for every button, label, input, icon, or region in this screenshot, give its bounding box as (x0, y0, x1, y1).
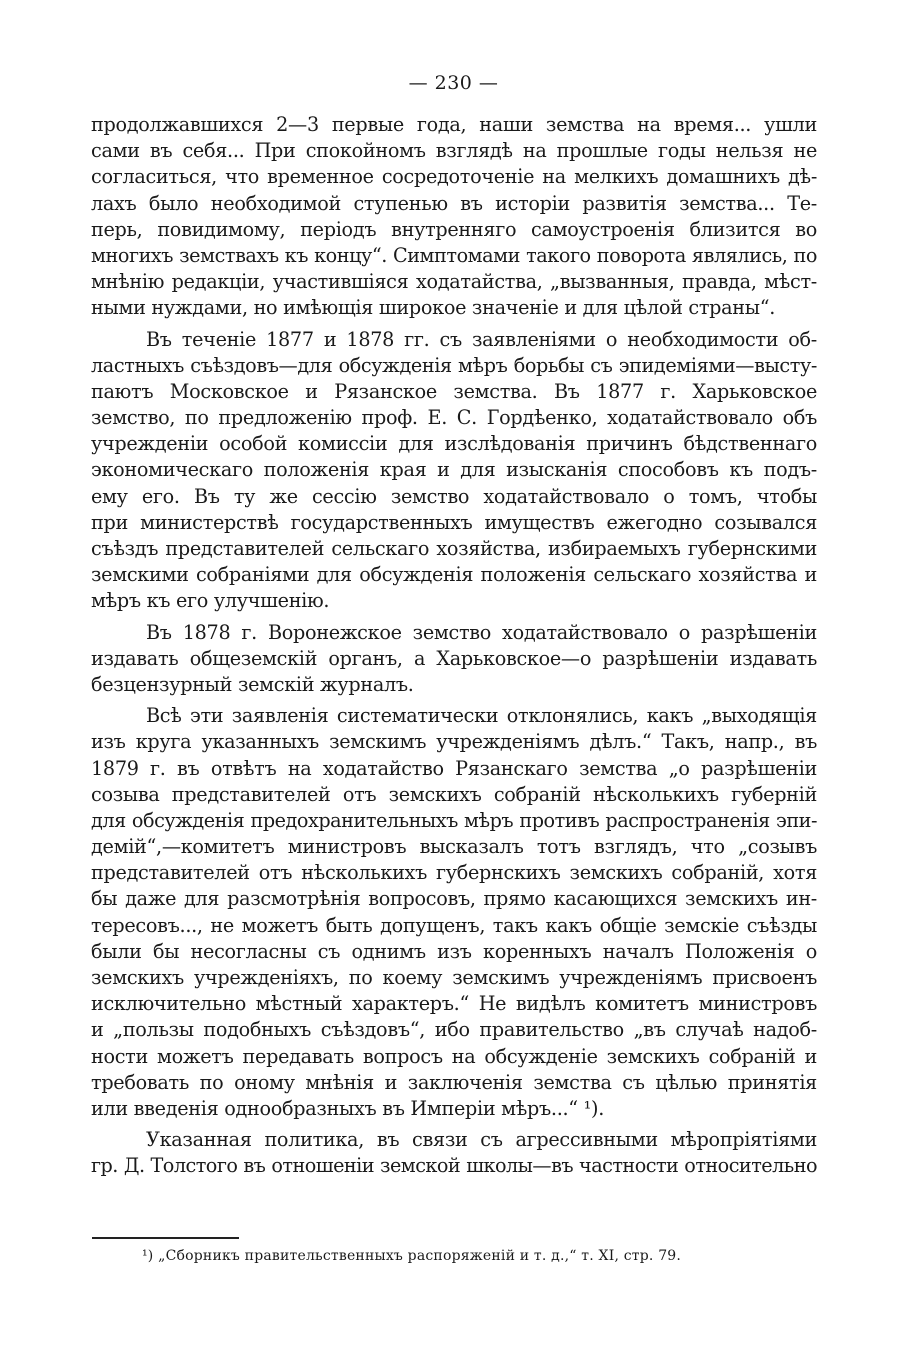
text-line: требовать по оному мнѣнія и заключенія земства съ цѣлью принятія (91, 1070, 817, 1094)
text-line: при министерствѣ государственныхъ имуществъ ежегодно созывался (91, 510, 817, 534)
text-line: изъ круга указанныхъ земскимъ учрежденіямъ дѣлъ.“ Такъ, напр., въ (91, 730, 817, 754)
main-text (91, 112, 817, 1180)
paragraph (91, 703, 817, 1122)
text-line: лахъ было необходимой ступенью въ исторіи развитія земства... Те- (91, 191, 817, 215)
paragraph (91, 327, 817, 615)
text-line: гр. Д. Толстого въ отношеніи земской школы—въ частности относительно (91, 1154, 817, 1178)
footnote: ¹) „Сборникъ правительственныхъ распоряженій и т. д.,“ т. XI, стр. 79. (142, 1248, 682, 1264)
text-line: 1879 г. въ отвѣтъ на ходатайство Рязанскаго земства „о разрѣшеніи (91, 756, 817, 780)
text-line: сами въ себя... При спокойномъ взглядѣ на прошлые годы нельзя не (91, 139, 817, 163)
text-line: Указанная политика, въ связи съ агрессивными мѣропріятіями (146, 1128, 817, 1152)
text-line: представителей отъ нѣсколькихъ губернскихъ земскихъ собраній, хотя (91, 861, 817, 885)
text-line: исключительно мѣстный характеръ.“ Не видѣлъ комитетъ министровъ (91, 992, 817, 1016)
text-line: экономическаго положенія края и для изысканія способовъ къ подъ- (91, 458, 817, 482)
text-line: или введенія однообразныхъ въ Имперіи мѣръ...“ ¹). (91, 1096, 604, 1120)
page-number: — 230 — (408, 72, 499, 94)
footnote-divider (92, 1237, 239, 1239)
text-line: согласиться, что временное сосредоточеніе на мелкихъ домашнихъ дѣ- (91, 165, 817, 189)
text-line: съѣздъ представителей сельскаго хозяйства, избираемыхъ губернскими (91, 537, 817, 560)
text-line: для обсужденія предохранительныхъ мѣръ противъ распространенія эпи- (91, 808, 817, 832)
text-line: Всѣ эти заявленія систематически отклонялись, какъ „выходящія (146, 704, 817, 728)
text-line: ему его. Въ ту же сессію земство ходатайствовало о томъ, чтобы (91, 484, 817, 508)
text-line: ными нуждами, но имѣющія широкое значеніе и для цѣлой страны“. (91, 296, 776, 320)
text-line: были бы несогласны съ однимъ изъ коренныхъ началъ Положенія о (91, 939, 817, 963)
text-line: Въ 1878 г. Воронежское земство ходатайствовало о разрѣшеніи (146, 620, 817, 644)
text-line: многихъ земствахъ къ концу“. Симптомами такого поворота являлись, по (91, 243, 817, 267)
text-line: ластныхъ съѣздовъ—для обсужденія мѣръ борьбы съ эпидеміями—высту- (91, 353, 817, 377)
text-line: издавать общеземскій органъ, а Харьковское—о разрѣшеніи издавать (91, 646, 817, 670)
text-line: Въ теченіе 1877 и 1878 гг. съ заявленіями о необходимости об- (146, 327, 817, 351)
text-line: ности можетъ передавать вопросъ на обсужденіе земскихъ собраній и (91, 1044, 817, 1068)
text-line: земскихъ учрежденіяхъ, по коему земскимъ учрежденіямъ присвоенъ (91, 966, 817, 989)
text-line: земскими собраніями для обсужденія положенія сельскаго хозяйства и (91, 563, 817, 587)
text-line: безцензурный земскій журналъ. (91, 672, 414, 696)
text-line: продолжавшихся 2—3 первые года, наши земства на время... ушли (91, 113, 817, 136)
text-line: созыва представителей отъ земскихъ собраній нѣсколькихъ губерній (91, 782, 817, 806)
paragraph (91, 112, 817, 322)
paragraph (91, 620, 817, 699)
text-line: земство, по предложенію проф. Е. С. Гордѣенко, ходатайствовало объ (91, 406, 817, 430)
text-line: мнѣнію редакціи, участившіяся ходатайства, „вызванныя, правда, мѣст- (91, 270, 817, 294)
text-line: перь, повидимому, періодъ внутренняго самоустроенія близится во (91, 217, 817, 241)
text-line: паютъ Московское и Рязанское земства. Въ 1877 г. Харьковское (91, 379, 817, 403)
text-line: и „пользы подобныхъ съѣздовъ“, ибо правительство „въ случаѣ надоб- (91, 1018, 817, 1042)
text-line: бы даже для разсмотрѣнія вопросовъ, прямо касающихся земскихъ ин- (91, 887, 817, 911)
text-line: учрежденіи особой комиссіи для изслѣдованія причинъ бѣдственнаго (91, 432, 817, 456)
paragraph (91, 1127, 817, 1179)
text-line: демій“,—комитетъ министровъ высказалъ тотъ взглядъ, что „созывъ (91, 835, 817, 859)
text-line: тересовъ..., не можетъ быть допущенъ, такъ какъ общіе земскіе съѣзды (91, 913, 817, 937)
text-line: мѣръ къ его улучшенію. (91, 589, 330, 613)
